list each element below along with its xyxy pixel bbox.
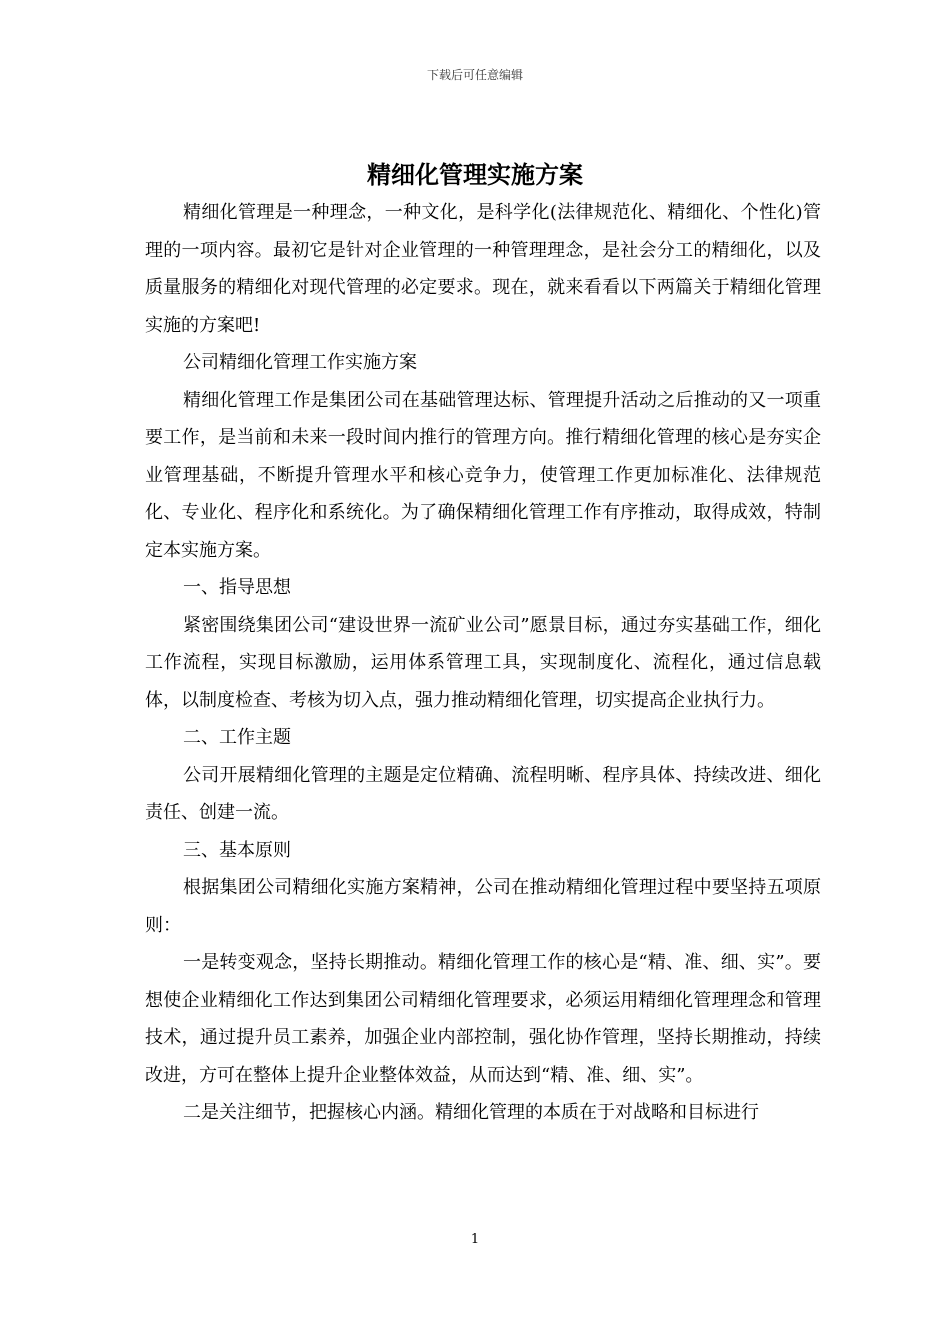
section-heading-plan: 公司精细化管理工作实施方案 (183, 352, 417, 373)
paragraph-plan-overview: 精细化管理工作是集团公司在基础管理达标、管理提升活动之后推动的又一项重要工作，是当前和未来一段时间内推行的管理方向。推行精细化管理的核心是夯实企业管理基础，不断提升管理水平和核心竞争力，使管理工作更加标准化、法律规范化、专业化、程序化和系统化。为了确保精细化管理工作有序推动，取得成效，特制定本实施方案。 (145, 389, 821, 561)
section-heading-basic-principles: 三、基本原则 (183, 839, 291, 861)
document-title: 精细化管理实施方案 (367, 160, 583, 189)
paragraph-principle-one: 一是转变观念，坚持长期推动。精细化管理工作的核心是“精、准、细、实”。要想使企业精细化工作达到集团公司精细化管理要求，必须运用精细化管理理念和管理技术，通过提升员工素养，加强企业内部控制，强化协作管理，坚持长期推动，持续改进，方可在整体上提升企业整体效益，从而达到“精、准、细、实”。 (145, 952, 821, 1086)
section-heading-work-theme: 二、工作主题 (183, 727, 291, 748)
paragraph-intro: 精细化管理是一种理念，一种文化，是科学化(法律规范化、精细化、个性化)管理的一项内容。最初它是针对企业管理的一种管理理念，是社会分工的精细化，以及质量服务的精细化对现代管理的必定要求。现在，就来看看以下两篇关于精细化管理实施的方案吧! (145, 202, 821, 336)
page-header: 下载后可任意编辑 (426, 68, 523, 82)
paragraph-work-theme: 公司开展精细化管理的主题是定位精确、流程明晰、程序具体、持续改进、细化责任、创建一流。 (145, 764, 821, 823)
paragraph-guiding-ideology: 紧密围绕集团公司“建设世界一流矿业公司”愿景目标，通过夯实基础工作，细化工作流程，实现目标激励，运用体系管理工具，实现制度化、流程化，通过信息载体，以制度检查、考核为切入点，强力推动精细化管理，切实提高企业执行力。 (145, 614, 821, 711)
page-number: 1 (470, 1232, 480, 1247)
document-body (145, 194, 821, 1132)
paragraph-principle-two: 二是关注细节，把握核心内涵。精细化管理的本质在于对战略和目标进行 (183, 1102, 759, 1123)
paragraph-basic-principles: 根据集团公司精细化实施方案精神，公司在推动精细化管理过程中要坚持五项原则： (145, 877, 821, 936)
section-heading-guiding-ideology: 一、指导思想 (183, 577, 291, 598)
